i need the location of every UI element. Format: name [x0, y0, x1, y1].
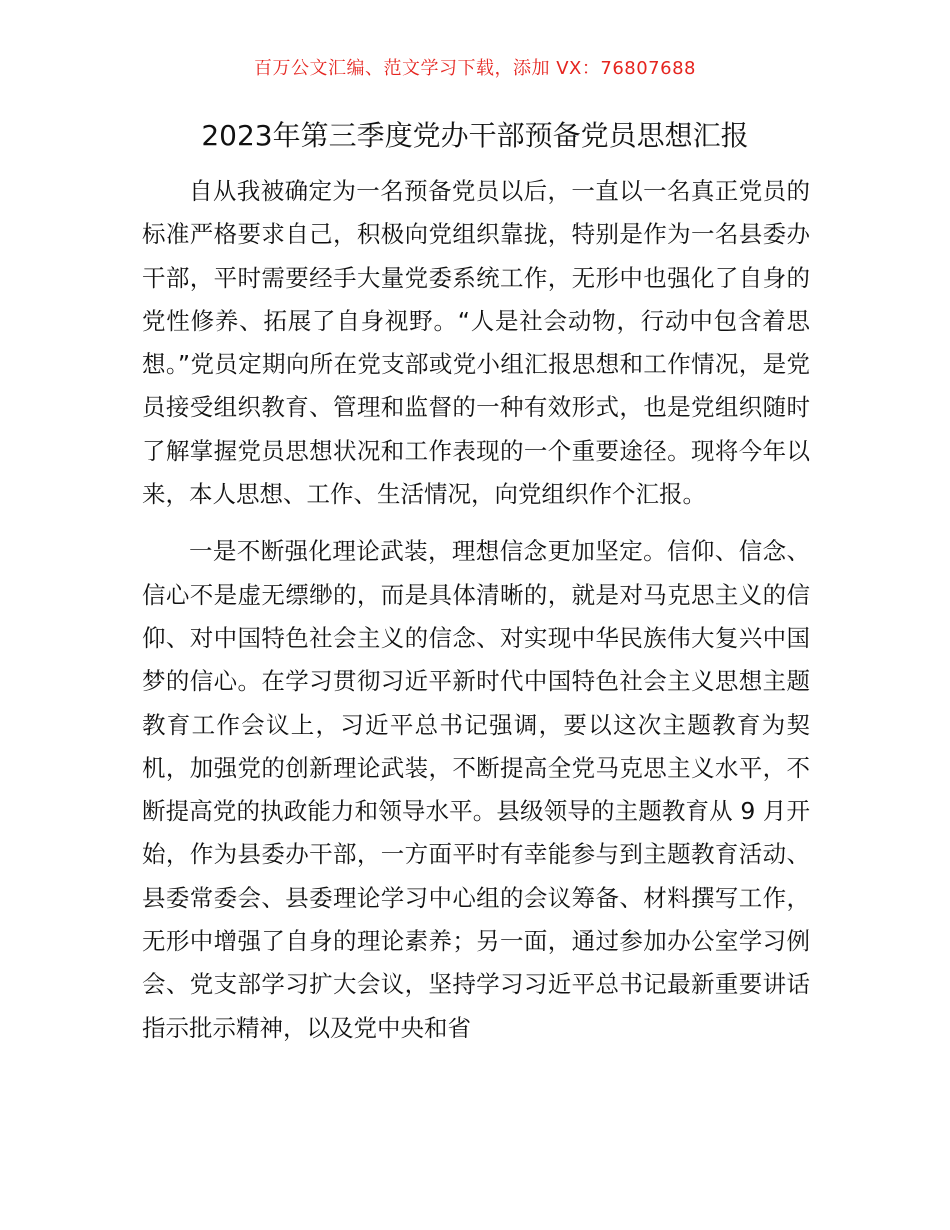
paragraph-intro: 自从我被确定为一名预备党员以后，一直以一名真正党员的标准严格要求自己，积极向党组织靠拢，特别是作为一名县委办干部，平时需要经手大量党委系统工作，无形中也强化了自身的党性修养、拓展了自身视野。“人是社会动物，行动中包含着思想。”党员定期向所在党支部或党小组汇报思想和工作情况，是党员接受组织教育、管理和监督的一种有效形式，也是党组织随时了解掌握党员思想状况和工作表现的一个重要途径。现将今年以来，本人思想、工作、生活情况，向党组织作个汇报。 — [142, 177, 810, 509]
paragraph-theory: 一是不断强化理论武装，理想信念更加坚定。信仰、信念、信心不是虚无缥缈的，而是具体清晰的，就是对马克思主义的信仰、对中国特色社会主义的信念、对实现中华民族伟大复兴中国梦的信心。在学习贯彻习近平新时代中国特色社会主义思想主题教育工作会议上，习近平总书记强调，要以这次主题教育为契机，加强党的创新理论武装，不断提高全党马克思主义水平，不断提高党的执政能力和领导水平。县级领导的主题教育从 9 月开始，作为县委办干部，一方面平时有幸能参与到主题教育活动、县委常委会、县委理论学习中心组的会议筹备、材料撰写工作，无形中增强了自身的理论素养；另一面，通过参加办公室学习例会、党支部学习扩大会议，坚持学习习近平总书记最新重要讲话指示批示精神，以及党中央和省 — [142, 537, 810, 1042]
document-title: 2023年第三季度党办干部预备党员思想汇报 — [201, 119, 749, 152]
promo-header: 百万公文汇编、范文学习下载，添加 VX：76807688 — [254, 58, 696, 79]
document-body — [142, 170, 810, 1050]
